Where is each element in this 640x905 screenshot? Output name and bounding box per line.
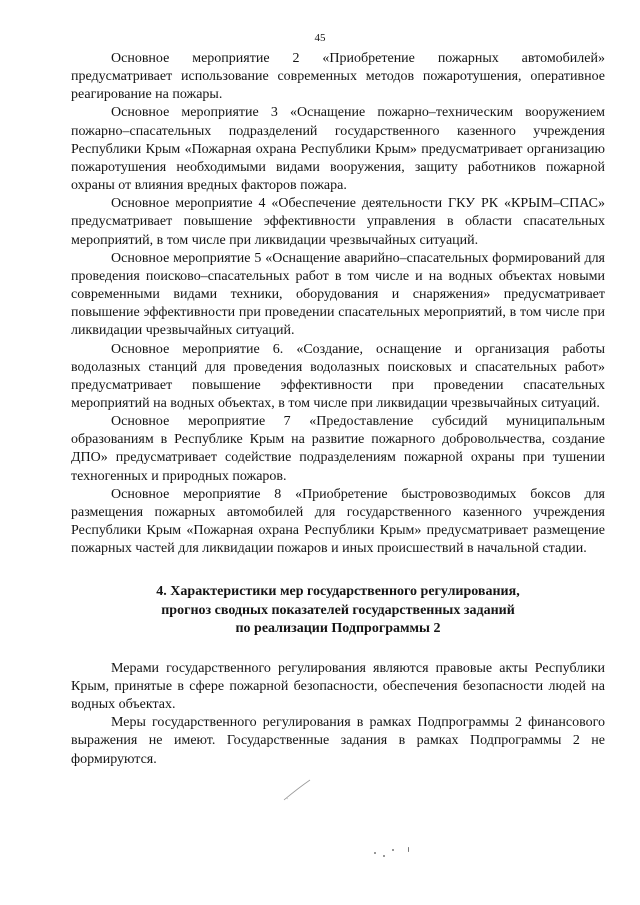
paragraph-measure-3: Основное мероприятие 3 «Оснащение пожарно–техническим вооружением пожарно–спасательных подразделений государственного казенного учреждения Республики Крым «Пожарная охрана Республики Крым» предусматривает организацию пожаротушения необходимыми видами вооружения, защиту работников пожарной охраны от влияния вредных факторов пожара. [71, 105, 605, 194]
section-heading-line-3: по реализации Подпрограммы 2 [235, 620, 441, 636]
paragraph-measure-6: Основное мероприятие 6. «Создание, оснащение и организация работы водолазных станций для проведения водолазных поисковых и спасательных работ» предусматривает повышение эффективности при проведении спасательных мероприятий на водных объектах, в том числе при ликвидации чрезвычайных ситуаций. [71, 341, 605, 411]
paragraph-measure-7: Основное мероприятие 7 «Предоставление субсидий муниципальным образованиям в Республике Крым на развитие пожарного добровольчества, создание ДПО» предусматривает содействие подразделениям пожарной охраны при тушении техногенных и природных пожаров. [71, 414, 605, 484]
paragraph-measure-8: Основное мероприятие 8 «Приобретение быстровозводимых боксов для размещения пожарных автомобилей для государственного казенного учреждения Республики Крым «Пожарная охрана Республики Крым» предусматривает размещение пожарных частей для ликвидации пожаров и иных происшествий в начальной стадии. [71, 486, 605, 557]
section-heading-line-2: прогноз сводных показателей государственных заданий [161, 602, 515, 618]
scan-specks [372, 846, 412, 860]
paragraph-regulation-measures: Меры государственного регулирования в рамках Подпрограммы 2 финансового выражения не имеют. Государственные задания в рамках Подпрограммы 2 не формируются. [71, 715, 605, 767]
paragraph-regulation-acts: Мерами государственного регулирования являются правовые акты Республики Крым, принятые в сфере пожарной безопасности, обеспечения безопасности людей на водных объектах. [71, 660, 605, 713]
paragraph-measure-4: Основное мероприятие 4 «Обеспечение деятельности ГКУ РК «КРЫМ–СПАС» предусматривает повышение эффективности управления в области спасательных мероприятий, в том числе при ликвидации чрезвычайных ситуаций. [71, 196, 605, 248]
page-number: 45 [314, 32, 326, 44]
paragraph-measure-5: Основное мероприятие 5 «Оснащение аварийно–спасательных формирований для проведения поисково–спасательных работ в том числе и на водных объектах новыми современными видами техники, оборудования и снаряжения» предусматривает повышение эффективности при проведении спасательных мероприятий, в том числе при ликвидации чрезвычайных ситуаций. [71, 250, 605, 339]
section-heading [71, 583, 605, 637]
section-heading-line-1: 4. Характеристики мер государственного регулирования, [156, 584, 520, 600]
pen-stroke-mark [282, 778, 312, 802]
document-body [71, 50, 605, 769]
paragraph-measure-2: Основное мероприятие 2 «Приобретение пожарных автомобилей» предусматривает использование современных методов пожаротушения, оперативное реагирование на пожары. [71, 51, 605, 103]
